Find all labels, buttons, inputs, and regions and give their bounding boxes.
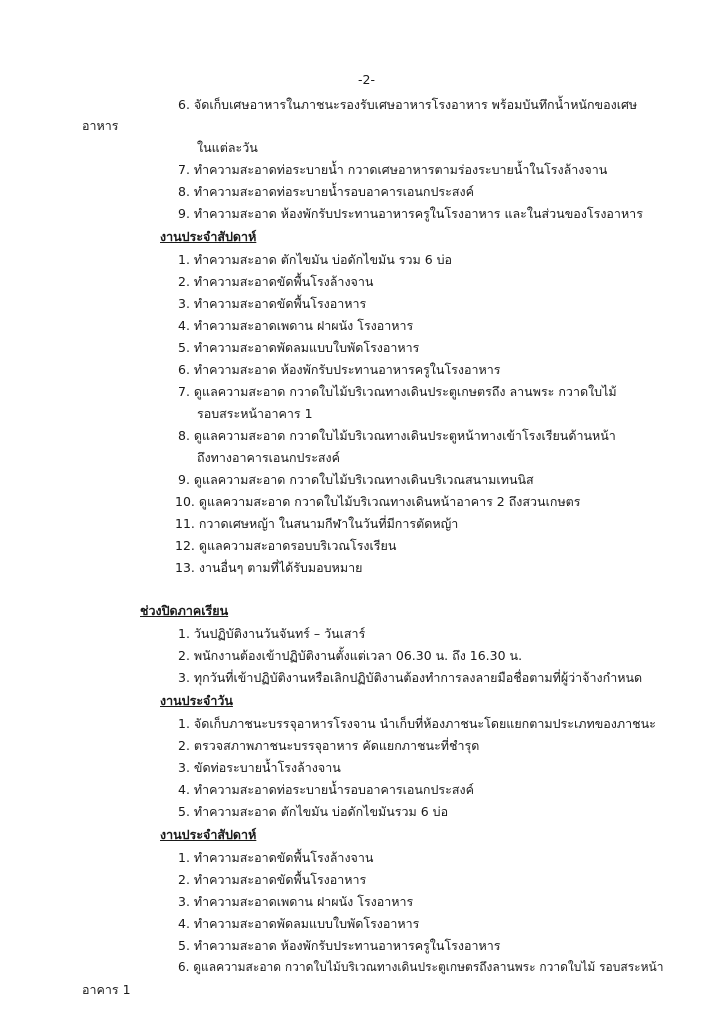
break-item-3: 3. ทุกวันที่เข้าปฏิบัติงานหรือเลิกปฏิบัติงานต้องทำการลงลายมือชื่อตามที่ผู้ว่าจ้างกำหนด xyxy=(178,670,643,685)
daily-item-9: 9. ทำความสะอาด ห้องพักรับประทานอาหารครูในโรงอาหาร และในส่วนของโรงอาหาร xyxy=(178,206,643,221)
weekly-2-item-6-line-1: 6. ดูแลความสะอาด กวาดใบไม้บริเวณทางเดินประตูเกษตรถึงลานพระ กวาดใบไม้ รอบสระหน้า xyxy=(178,960,664,974)
daily-2-item-4: 4. ทำความสะอาดท่อระบายน้ำรอบอาคารเอนกประสงค์ xyxy=(178,782,474,797)
daily-item-7: 7. ทำความสะอาดท่อระบายน้ำ กวาดเศษอาหารตามร่องระบายน้ำในโรงล้างจาน xyxy=(178,162,608,177)
break-heading: ช่วงปิดภาคเรียน xyxy=(140,603,229,618)
daily-2-item-5: 5. ทำความสะอาด ตักไขมัน บ่อดักไขมันรวม 6 บ่อ xyxy=(178,804,449,819)
daily-item-6-line-3: ในแต่ละวัน xyxy=(197,140,258,155)
weekly-1-item-3: 3. ทำความสะอาดขัดพื้นโรงอาหาร xyxy=(178,296,367,311)
weekly-2-item-1: 1. ทำความสะอาดขัดพื้นโรงล้างจาน xyxy=(178,850,374,865)
weekly-2-item-4: 4. ทำความสะอาดพัดลมแบบใบพัดโรงอาหาร xyxy=(178,916,420,931)
weekly-2-item-5: 5. ทำความสะอาด ห้องพักรับประทานอาหารครูในโรงอาหาร xyxy=(178,938,501,953)
daily-item-6-line-1: 6. จัดเก็บเศษอาหารในภาชนะรองรับเศษอาหารโรงอาหาร พร้อมบันทึกน้ำหนักของเศษ xyxy=(178,97,638,112)
weekly-1-item-12: 12. ดูแลความสะอาดรอบบริเวณโรงเรียน xyxy=(175,538,397,553)
weekly-2-item-2: 2. ทำความสะอาดขัดพื้นโรงอาหาร xyxy=(178,872,367,887)
weekly-1-item-2: 2. ทำความสะอาดขัดพื้นโรงล้างจาน xyxy=(178,274,374,289)
weekly-1-item-7-line-1: 7. ดูแลความสะอาด กวาดใบไม้บริเวณทางเดินประตูเกษตรถึง ลานพระ กวาดใบไม้ xyxy=(178,384,617,399)
daily-2-item-3: 3. ขัดท่อระบายน้ำโรงล้างจาน xyxy=(178,760,341,775)
weekly-1-item-6: 6. ทำความสะอาด ห้องพักรับประทานอาหารครูในโรงอาหาร xyxy=(178,362,501,377)
weekly-1-item-5: 5. ทำความสะอาดพัดลมแบบใบพัดโรงอาหาร xyxy=(178,340,420,355)
break-item-1: 1. วันปฏิบัติงานวันจันทร์ – วันเสาร์ xyxy=(178,626,366,641)
weekly-1-item-9: 9. ดูแลความสะอาด กวาดใบไม้บริเวณทางเดินบริเวณสนามเทนนิส xyxy=(178,472,534,487)
daily-item-8: 8. ทำความสะอาดท่อระบายน้ำรอบอาคารเอนกประสงค์ xyxy=(178,184,474,199)
weekly-1-item-11: 11. กวาดเศษหญ้า ในสนามกีฬาในวันที่มีการตัดหญ้า xyxy=(175,516,459,531)
page-number: -2- xyxy=(358,72,375,87)
weekly-1-item-1: 1. ทำความสะอาด ตักไขมัน บ่อดักไขมัน รวม 6 บ่อ xyxy=(178,252,453,267)
daily-2-item-1: 1. จัดเก็บภาชนะบรรจุอาหารโรงจาน นำเก็บที่ห้องภาชนะโดยแยกตามประเภทของภาชนะ xyxy=(178,716,656,731)
weekly-2-item-3: 3. ทำความสะอาดเพดาน ฝาผนัง โรงอาหาร xyxy=(178,894,414,909)
weekly-1-item-8-line-1: 8. ดูแลความสะอาด กวาดใบไม้บริเวณทางเดินประตูหน้าทางเข้าโรงเรียนด้านหน้า xyxy=(178,428,616,443)
break-item-2: 2. พนักงานต้องเข้าปฏิบัติงานตั้งแต่เวลา 06.30 น. ถึง 16.30 น. xyxy=(178,648,523,663)
daily-heading-2: งานประจำวัน xyxy=(160,693,233,708)
weekly-1-item-10: 10. ดูแลความสะอาด กวาดใบไม้บริเวณทางเดินหน้าอาคาร 2 ถึงสวนเกษตร xyxy=(175,494,581,509)
daily-item-6-line-2: อาหาร xyxy=(82,118,119,133)
weekly-heading-2: งานประจำสัปดาห์ xyxy=(160,827,257,842)
weekly-heading-1: งานประจำสัปดาห์ xyxy=(160,229,257,244)
weekly-1-item-4: 4. ทำความสะอาดเพดาน ฝาผนัง โรงอาหาร xyxy=(178,318,414,333)
weekly-2-item-6-line-2: อาคาร 1 xyxy=(82,982,131,997)
weekly-1-item-13: 13. งานอื่นๆ ตามที่ได้รับมอบหมาย xyxy=(175,560,363,575)
daily-2-item-2: 2. ตรวจสภาพภาชนะบรรจุอาหาร คัดแยกภาชนะที่ชำรุด xyxy=(178,738,480,753)
weekly-1-item-8-line-2: ถึงทางอาคารเอนกประสงค์ xyxy=(197,450,341,465)
weekly-1-item-7-line-2: รอบสระหน้าอาคาร 1 xyxy=(197,406,313,421)
